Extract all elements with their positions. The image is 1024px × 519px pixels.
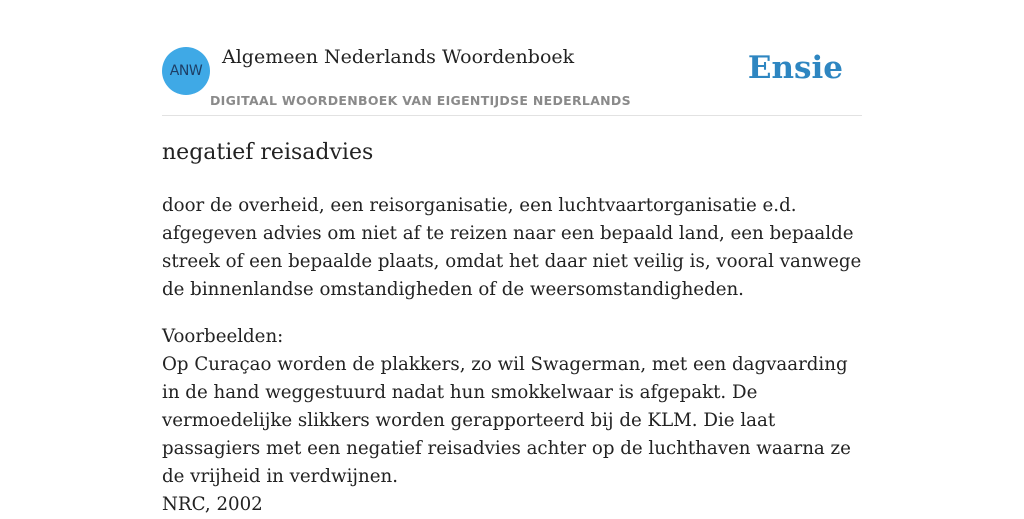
examples-section [162, 323, 867, 519]
example-text: Op Curaçao worden de plakkers, zo wil Swagerman, met een dagvaarding in de hand weggestuurd nadat hun smokkelwaar is afgepakt. De vermoedelijke slikkers worden gerapporteerd bij de KLM. Die laat passagiers met een negatief reisadvies achter op de luchthaven waarna ze de vrijheid in verdwijnen. [162, 354, 851, 487]
anw-logo-icon[interactable]: ANW [162, 47, 210, 95]
dictionary-subtitle: DIGITAAL WOORDENBOEK VAN EIGENTIJDSE NEDERLANDS [210, 93, 631, 108]
examples-label: Voorbeelden: [162, 326, 284, 347]
headword: negatief reisadvies [162, 140, 374, 165]
ensie-brand-logo[interactable]: Ensie [747, 50, 843, 86]
definition-text: door de overheid, een reisorganisatie, een luchtvaartorganisatie e.d. afgegeven advies om niet af te reizen naar een bepaald land, een bepaalde streek of een bepaalde plaats, omdat het daar niet veilig is, vooral vanwege de binnenlandse omstandigheden of de weersomstandigheden. [162, 195, 862, 300]
header-divider [162, 115, 862, 116]
example-source: NRC, 2002 [162, 494, 263, 515]
dictionary-title[interactable]: Algemeen Nederlands Woordenboek [222, 46, 575, 68]
